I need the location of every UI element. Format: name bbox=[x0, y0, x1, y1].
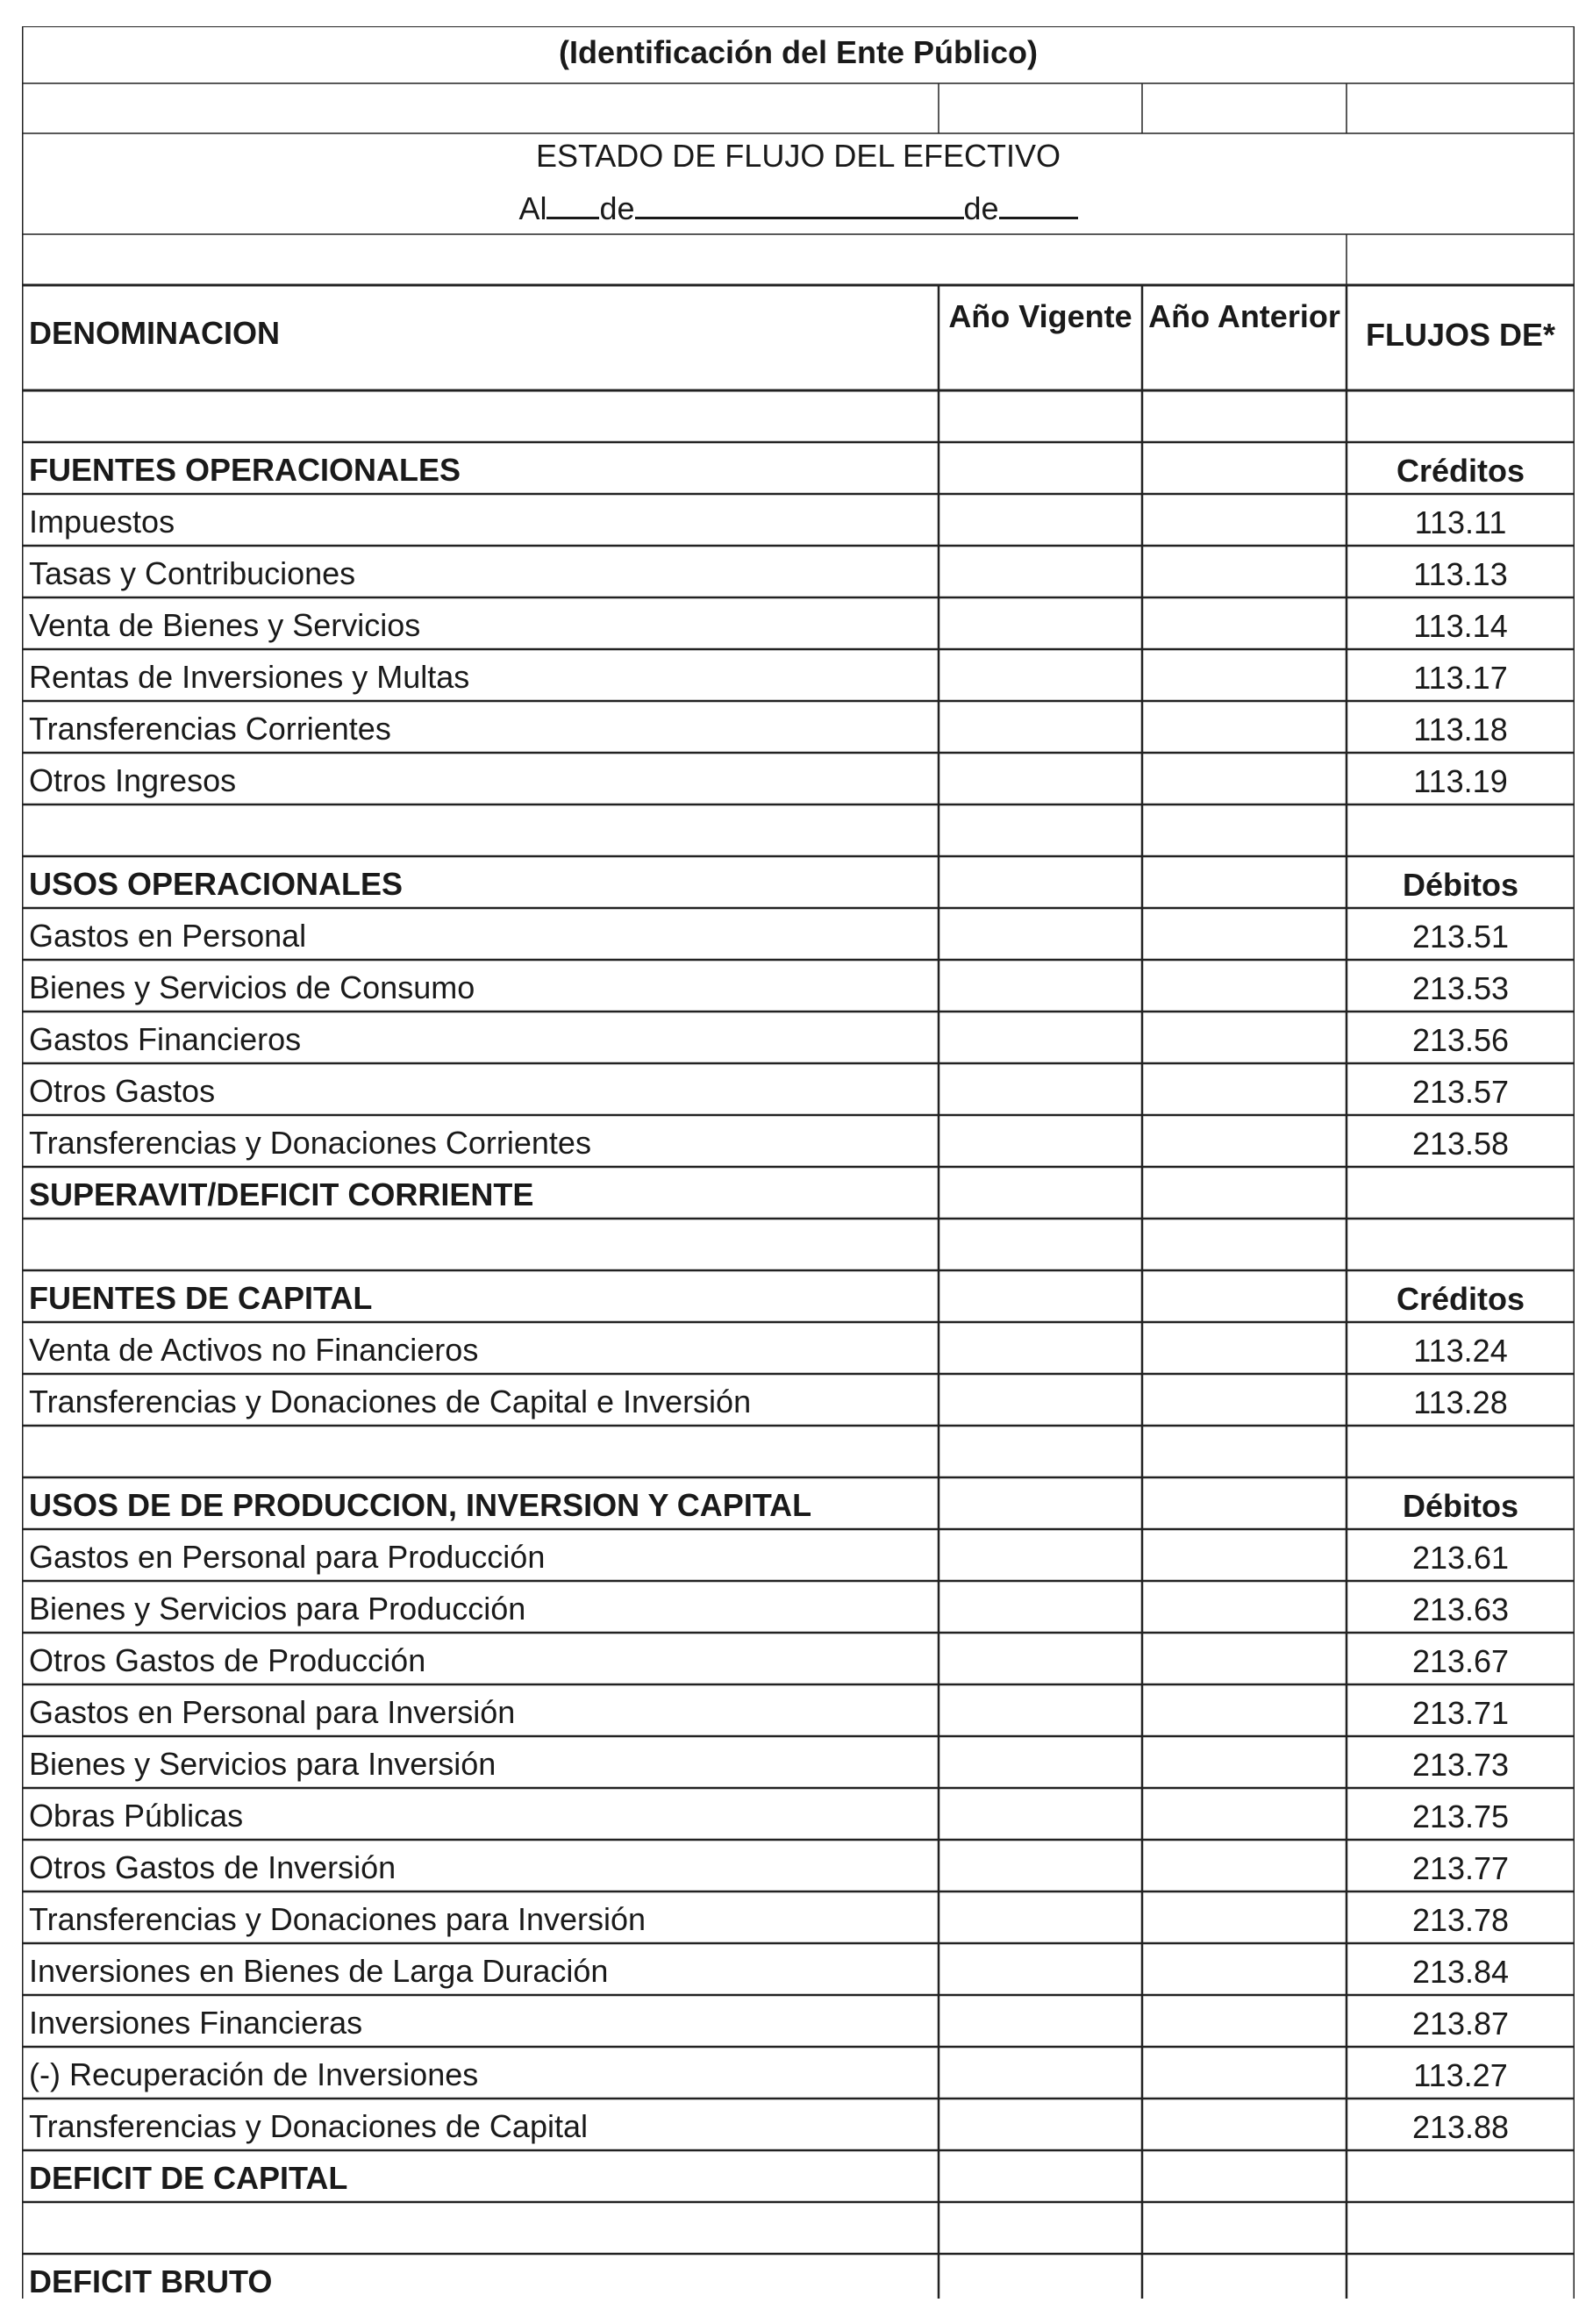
account-code: 213.51 bbox=[1411, 919, 1510, 955]
total-label: DEFICIT DE CAPITAL bbox=[29, 2160, 348, 2196]
month-blank[interactable] bbox=[635, 194, 964, 219]
row-label: Otros Gastos bbox=[29, 1073, 216, 1109]
account-code: 213.63 bbox=[1411, 1591, 1510, 1627]
row-label: Transferencias Corrientes bbox=[29, 711, 391, 747]
account-code: 213.73 bbox=[1411, 1747, 1510, 1783]
row-label: Gastos Financieros bbox=[29, 1021, 302, 1057]
account-code: 113.13 bbox=[1413, 556, 1508, 592]
row-label: Transferencias y Donaciones de Capital e Inversión bbox=[29, 1384, 752, 1419]
flow-type-label: Débitos bbox=[1402, 867, 1518, 903]
cash-flow-statement-form bbox=[22, 26, 1575, 2299]
section-label: USOS DE DE PRODUCCION, INVERSION Y CAPITAL bbox=[29, 1487, 812, 1523]
date-al-label: Al bbox=[518, 190, 547, 226]
date-de-label-2: de bbox=[963, 190, 999, 226]
account-code: 113.11 bbox=[1414, 504, 1507, 540]
row-label: Venta de Bienes y Servicios bbox=[29, 607, 421, 643]
account-code: 213.53 bbox=[1411, 970, 1510, 1006]
row-label: Gastos en Personal para Producción bbox=[29, 1539, 546, 1575]
row-label: Transferencias y Donaciones de Capital bbox=[29, 2108, 588, 2144]
row-label: Inversiones en Bienes de Larga Duración bbox=[29, 1953, 609, 1989]
section-label: FUENTES OPERACIONALES bbox=[29, 452, 461, 488]
account-code: 213.57 bbox=[1411, 1074, 1510, 1110]
day-blank[interactable] bbox=[546, 194, 599, 219]
row-label: Otros Gastos de Inversión bbox=[29, 1849, 396, 1885]
report-title: ESTADO DE FLUJO DEL EFECTIVO bbox=[535, 138, 1061, 174]
flow-type-label: Créditos bbox=[1396, 453, 1525, 489]
total-label: DEFICIT BRUTO bbox=[29, 2263, 273, 2299]
account-code: 213.77 bbox=[1411, 1850, 1510, 1886]
column-header-anio-vigente: Año Vigente bbox=[948, 298, 1132, 334]
year-blank[interactable] bbox=[999, 194, 1078, 219]
account-code: 113.14 bbox=[1413, 608, 1508, 644]
account-code: 213.56 bbox=[1411, 1022, 1510, 1058]
row-label: Bienes y Servicios para Inversión bbox=[29, 1746, 496, 1782]
row-label: Otros Gastos de Producción bbox=[29, 1642, 426, 1678]
account-code: 213.67 bbox=[1411, 1643, 1510, 1679]
column-header-flujos: FLUJOS DE* bbox=[1365, 317, 1556, 353]
row-label: (-) Recuperación de Inversiones bbox=[29, 2056, 479, 2092]
row-label: Gastos en Personal para Inversión bbox=[29, 1694, 516, 1730]
row-label: Gastos en Personal bbox=[29, 918, 307, 954]
account-code: 213.88 bbox=[1411, 2109, 1510, 2145]
row-label: Venta de Activos no Financieros bbox=[29, 1332, 479, 1368]
flow-type-label: Créditos bbox=[1396, 1281, 1525, 1317]
total-label: SUPERAVIT/DEFICIT CORRIENTE bbox=[29, 1176, 534, 1212]
account-code: 113.19 bbox=[1413, 763, 1508, 799]
row-label: Obras Públicas bbox=[29, 1798, 244, 1834]
account-code: 213.87 bbox=[1411, 2006, 1510, 2042]
row-label: Rentas de Inversiones y Multas bbox=[29, 659, 470, 695]
row-label: Bienes y Servicios para Producción bbox=[29, 1591, 526, 1627]
account-code: 113.18 bbox=[1413, 712, 1508, 747]
column-header-anio-anterior: Año Anterior bbox=[1148, 298, 1340, 334]
account-code: 213.75 bbox=[1411, 1798, 1510, 1834]
row-label: Transferencias y Donaciones para Inversión bbox=[29, 1901, 646, 1937]
account-code: 113.17 bbox=[1413, 660, 1508, 696]
account-code: 213.61 bbox=[1411, 1540, 1510, 1576]
account-code: 113.27 bbox=[1413, 2057, 1508, 2093]
account-code: 113.28 bbox=[1413, 1384, 1508, 1420]
section-label: FUENTES DE CAPITAL bbox=[29, 1280, 373, 1316]
date-de-label-1: de bbox=[599, 190, 635, 226]
row-label: Inversiones Financieras bbox=[29, 2005, 363, 2041]
account-code: 213.84 bbox=[1411, 1954, 1510, 1990]
entity-identification: (Identificación del Ente Público) bbox=[558, 34, 1039, 70]
account-code: 213.58 bbox=[1411, 1126, 1510, 1162]
column-header-denominacion: DENOMINACION bbox=[29, 315, 280, 351]
account-code: 113.24 bbox=[1413, 1333, 1508, 1369]
row-label: Impuestos bbox=[29, 504, 175, 540]
flow-type-label: Débitos bbox=[1402, 1488, 1518, 1524]
row-label: Transferencias y Donaciones Corrientes bbox=[29, 1125, 591, 1161]
row-label: Tasas y Contribuciones bbox=[29, 555, 356, 591]
section-label: USOS OPERACIONALES bbox=[29, 866, 404, 902]
account-code: 213.78 bbox=[1411, 1902, 1510, 1938]
row-label: Otros Ingresos bbox=[29, 762, 237, 798]
row-label: Bienes y Servicios de Consumo bbox=[29, 969, 475, 1005]
account-code: 213.71 bbox=[1411, 1695, 1510, 1731]
date-line bbox=[22, 190, 1575, 226]
